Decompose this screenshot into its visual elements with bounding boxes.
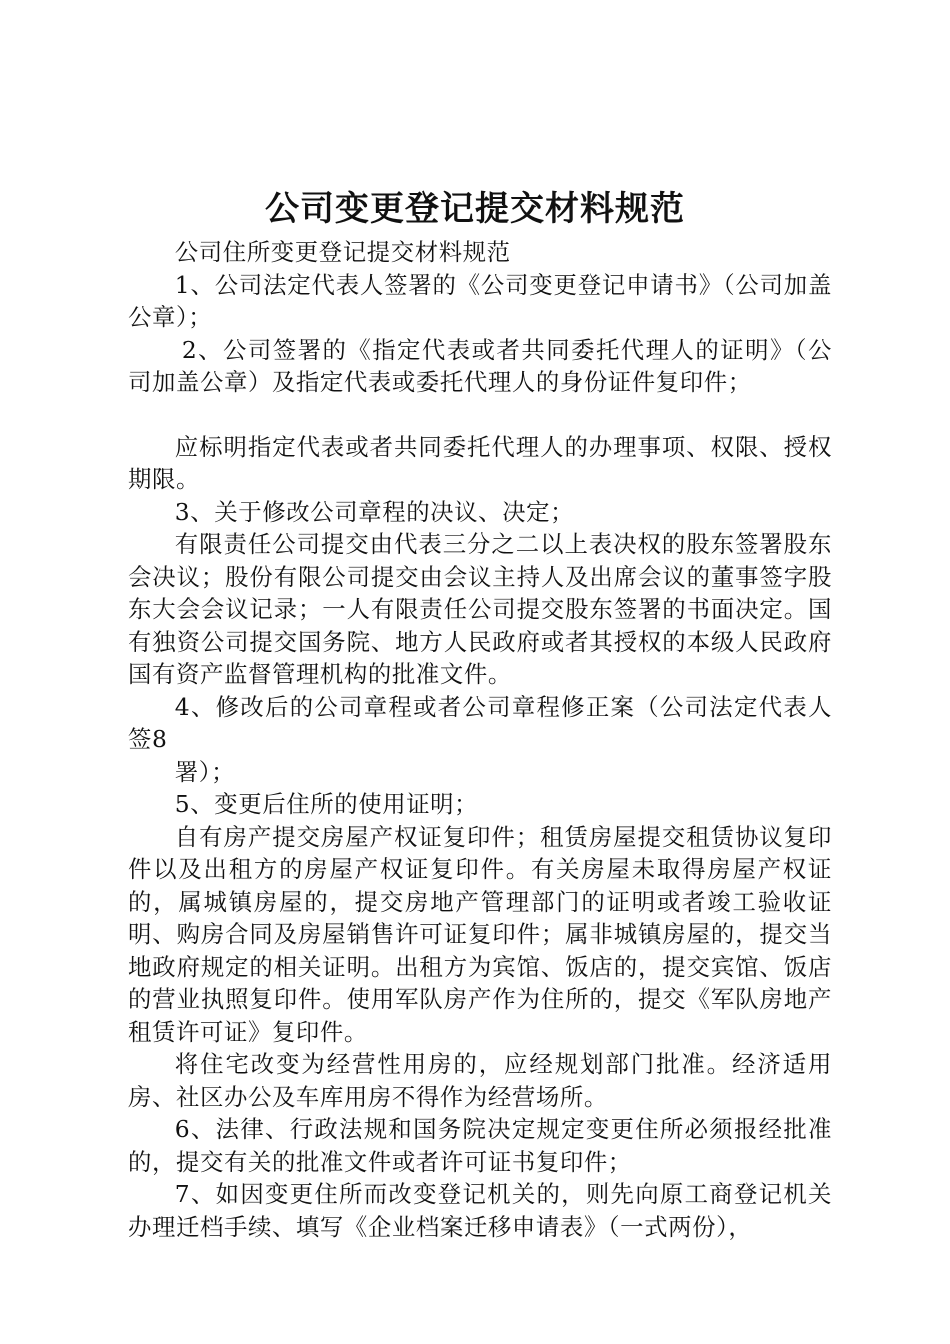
paragraph-item-5-detail: 自有房产提交房屋产权证复印件；租赁房屋提交租赁协议复印件以及出租方的房屋产权证复印件。有关房屋未取得房屋产权证的，属城镇房屋的，提交房地产管理部门的证明或者竣工验收证明、购房合同及房屋销售许可证复印件；属非城镇房屋的，提交当地政府规定的相关证明。出租方为宾馆、饭店的，提交宾馆、饭店的营业执照复印件。使用军队房产作为住所的，提交《军队房地产租赁许可证》复印件。 [128,822,832,1046]
document-title: 公司变更登记提交材料规范 [265,189,685,229]
paragraph-item-3: 3、关于修改公司章程的决议、决定； [174,497,575,526]
paragraph-item-2-note: 应标明指定代表或者共同委托代理人的办理事项、权限、授权期限。 [128,432,832,493]
paragraph-item-1: 1、公司法定代表人签署的《公司变更登记申请书》（公司加盖公章）； [128,270,832,331]
paragraph-item-3-detail: 有限责任公司提交由代表三分之二以上表决权的股东签署股东会决议；股份有限公司提交由会议主持人及出席会议的董事签字股东大会会议记录；一人有限责任公司提交股东签署的书面决定。国有独资公司提交国务院、地方人民政府或者其授权的本级人民政府国有资产监督管理机构的批准文件。 [128,530,832,688]
paragraph-item-6: 6、法律、行政法规和国务院决定规定变更住所必须报经批准的，提交有关的批准文件或者许可证书复印件； [128,1115,832,1176]
paragraph-item-4-continued: 署）； [174,757,236,786]
paragraph-item-2: 2、公司签署的《指定代表或者共同委托代理人的证明》（公司加盖公章）及指定代表或委托代理人的身份证件复印件； [128,335,832,396]
blank-line [128,399,832,431]
paragraph-item-7: 7、如因变更住所而改变登记机关的，则先向原工商登记机关办理迁档手续、填写《企业档案迁移申请表》（一式两份）， [128,1180,832,1241]
paragraph-item-4: 4、修改后的公司章程或者公司章程修正案（公司法定代表人签8 [128,692,832,753]
paragraph-item-5-note: 将住宅改变为经营性用房的，应经规划部门批准。经济适用房、社区办公及车库用房不得作为经营场所。 [128,1050,832,1111]
document-body [128,236,832,1243]
paragraph-item-5: 5、变更后住所的使用证明； [174,790,479,818]
paragraph-subtitle: 公司住所变更登记提交材料规范 [174,238,511,266]
